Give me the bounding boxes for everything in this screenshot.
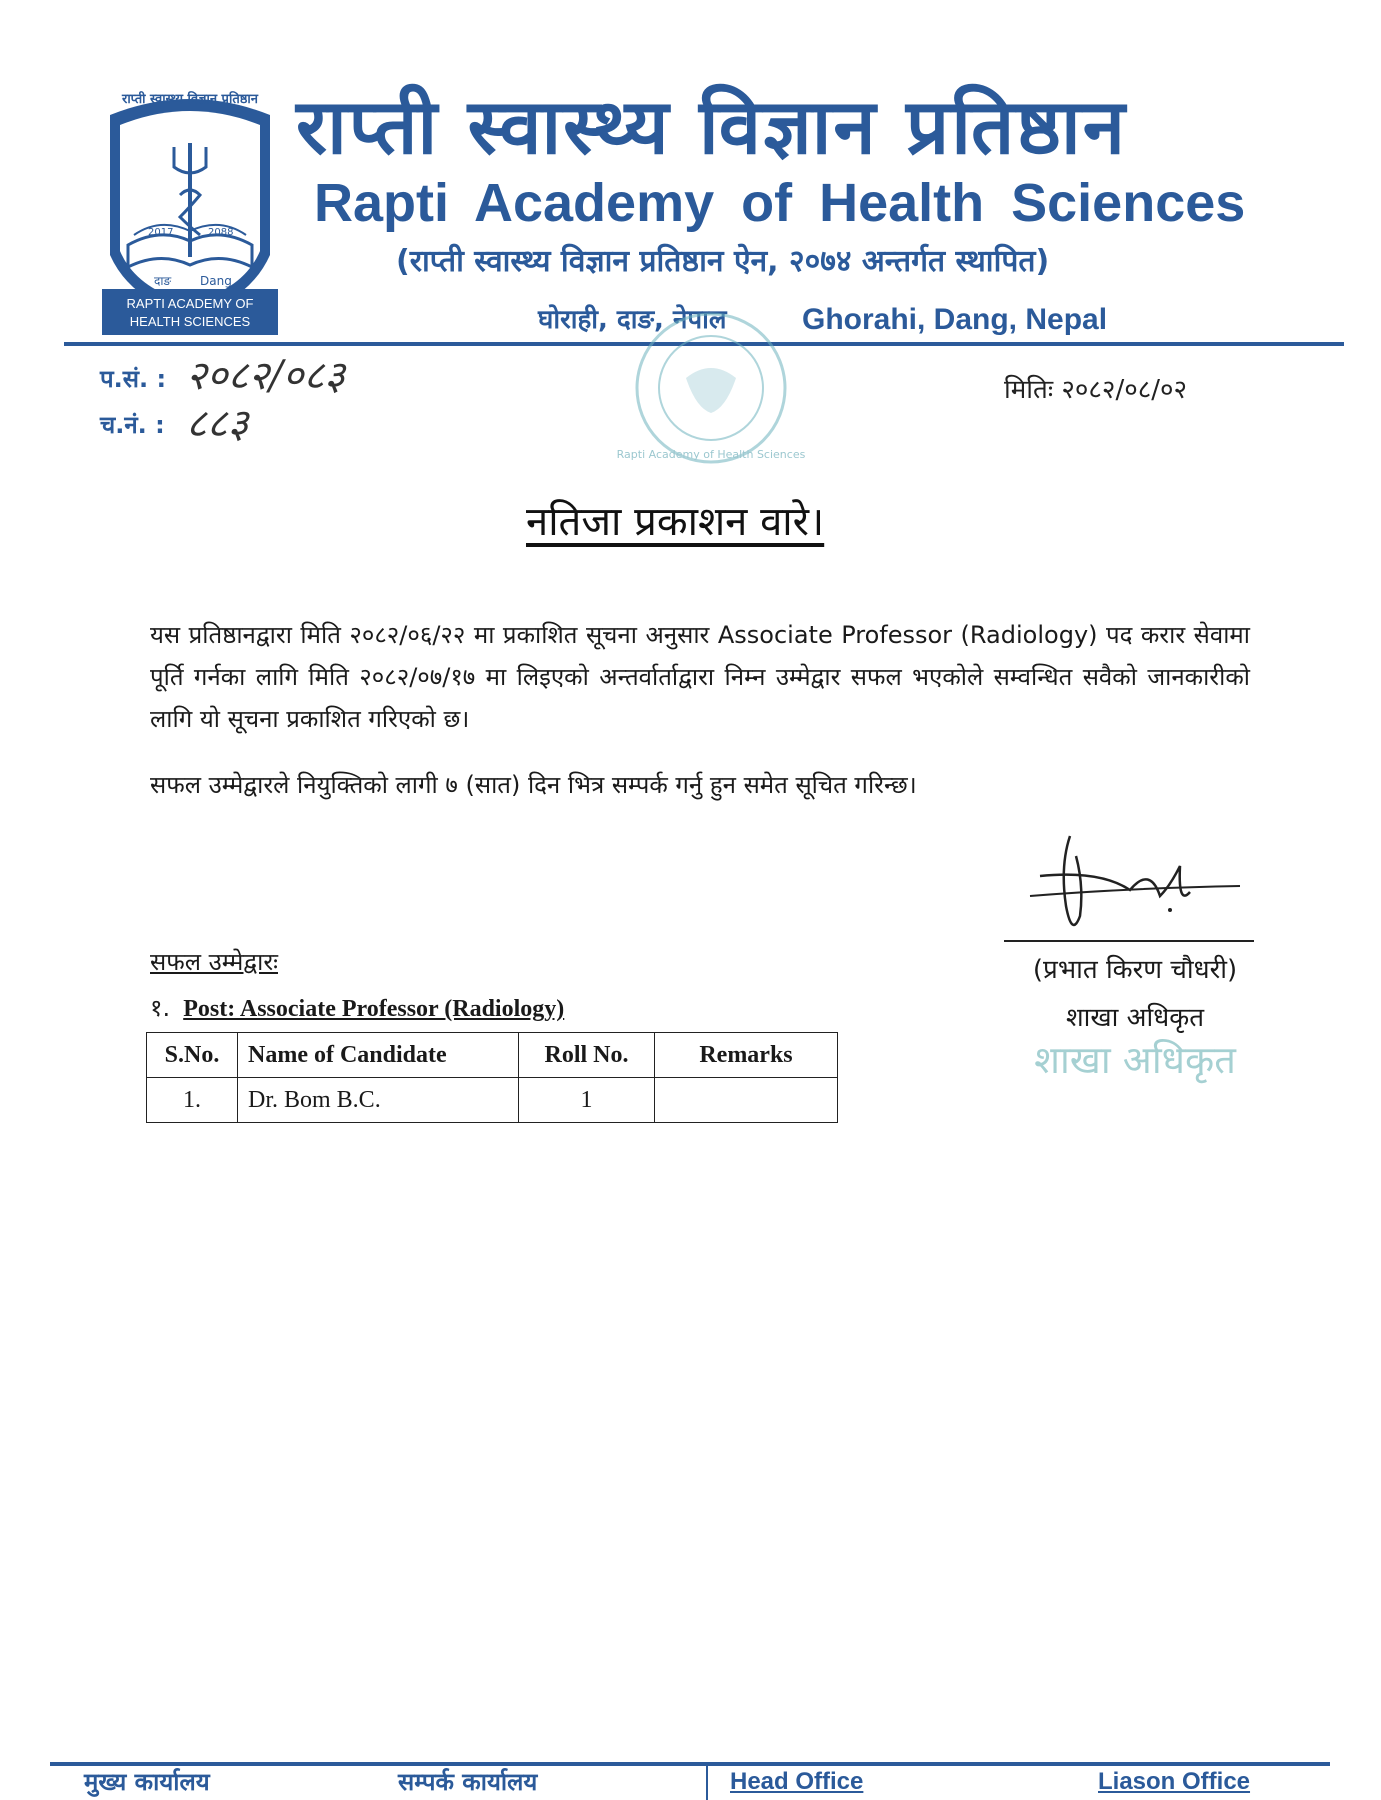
logo-year-left: 2017 — [148, 227, 174, 238]
signatory-name: (प्रभात किरण चौधरी) — [1032, 955, 1238, 985]
institution-title-np: राप्ती स्वास्थ्य विज्ञान प्रतिष्ठान — [296, 82, 1127, 171]
ref-pa-sa-label: प.सं. : — [100, 365, 167, 393]
ref-cha-na-label: च.नं. : — [100, 411, 165, 439]
col-header-name: Name of Candidate — [238, 1033, 519, 1078]
signature — [1010, 826, 1260, 946]
logo-ring-text: राप्ती स्वास्थ्य विज्ञान प्रतिष्ठान — [122, 92, 258, 107]
post-number: १. — [150, 994, 171, 1022]
cell-roll: 1 — [519, 1078, 655, 1123]
post-title: Post: Associate Professor (Radiology) — [183, 996, 565, 1022]
ref-pa-sa-value: २०८२/०८३ — [186, 353, 346, 399]
date-value: २०८२/०८/०२ — [1061, 375, 1188, 405]
cell-sno: 1. — [147, 1078, 238, 1123]
office-stamp — [616, 308, 806, 468]
logo-year-right: 2088 — [208, 227, 234, 238]
notice-heading: नतिजा प्रकाशन वारे। — [526, 499, 825, 545]
cell-remarks — [655, 1078, 838, 1123]
ref-cha-na-value: ८८३ — [186, 401, 249, 447]
footer-contact-office: सम्पर्क कार्यालय — [398, 1768, 538, 1796]
institution-subtitle: (राप्ती स्वास्थ्य विज्ञान प्रतिष्ठान ऐन, २०७४ अन्तर्गत स्थापित) — [396, 244, 1050, 279]
col-header-remarks: Remarks — [655, 1033, 838, 1078]
table-header-row — [147, 1033, 838, 1078]
candidate-table — [146, 1032, 838, 1123]
address-np: घोराही, दाङ, नेपाल — [538, 305, 727, 335]
institution-title-en: Rapti Academy of Health Sciences — [314, 173, 1246, 233]
col-header-roll: Roll No. — [519, 1033, 655, 1078]
notice-paragraph-2: सफल उम्मेद्वारले नियुक्तिको लागी ७ (सात) दिन भित्र सम्पर्क गर्नु हुन समेत सूचित गरिन्छ। — [150, 771, 917, 799]
address-en: Ghorahi, Dang, Nepal — [802, 303, 1108, 336]
footer-head-office: Head Office — [730, 1768, 864, 1795]
successful-candidates-label: सफल उम्मेद्वारः — [150, 948, 278, 976]
table-row — [147, 1078, 838, 1123]
cell-name: Dr. Bom B.C. — [238, 1078, 519, 1123]
logo-banner-line2: HEALTH SCIENCES — [129, 314, 251, 329]
signature-line — [1004, 940, 1254, 942]
logo-place-np: दाङ — [154, 274, 172, 288]
institution-logo — [100, 85, 280, 335]
signatory-title: शाखा अधिकृत — [1065, 1003, 1205, 1033]
date-label: मितिः — [1004, 375, 1054, 405]
designation-stamp: शाखा अधिकृत — [1034, 1038, 1236, 1082]
post-line — [150, 990, 750, 1026]
date-row — [1004, 370, 1304, 410]
footer-main-office: मुख्य कार्यालय — [84, 1768, 210, 1796]
notice-paragraph-1: यस प्रतिष्ठानद्वारा मिति २०८२/०६/२२ मा प्रकाशित सूचना अनुसार Associate Professor (Radiology) पद करार सेवामा पूर्ति गर्नका लागि मिति २०८२/०७/१७ मा लिइएको अन्तर्वार्ताद्वारा निम्न उम्मेद्वार सफल भएकोले सम्वन्धित सवैको जानकारीको लागि यो सूचना प्रकाशित गरिएको छ। — [150, 621, 1250, 733]
footer-liaison-office: Liason Office — [1098, 1768, 1251, 1795]
logo-banner-line1: RAPTI ACADEMY OF — [126, 296, 254, 311]
stamp-text: Rapti Academy of Health Sciences — [616, 448, 806, 461]
footer-column-divider — [706, 1764, 708, 1800]
col-header-sno: S.No. — [147, 1033, 238, 1078]
logo-place-en: Dang — [200, 274, 232, 288]
